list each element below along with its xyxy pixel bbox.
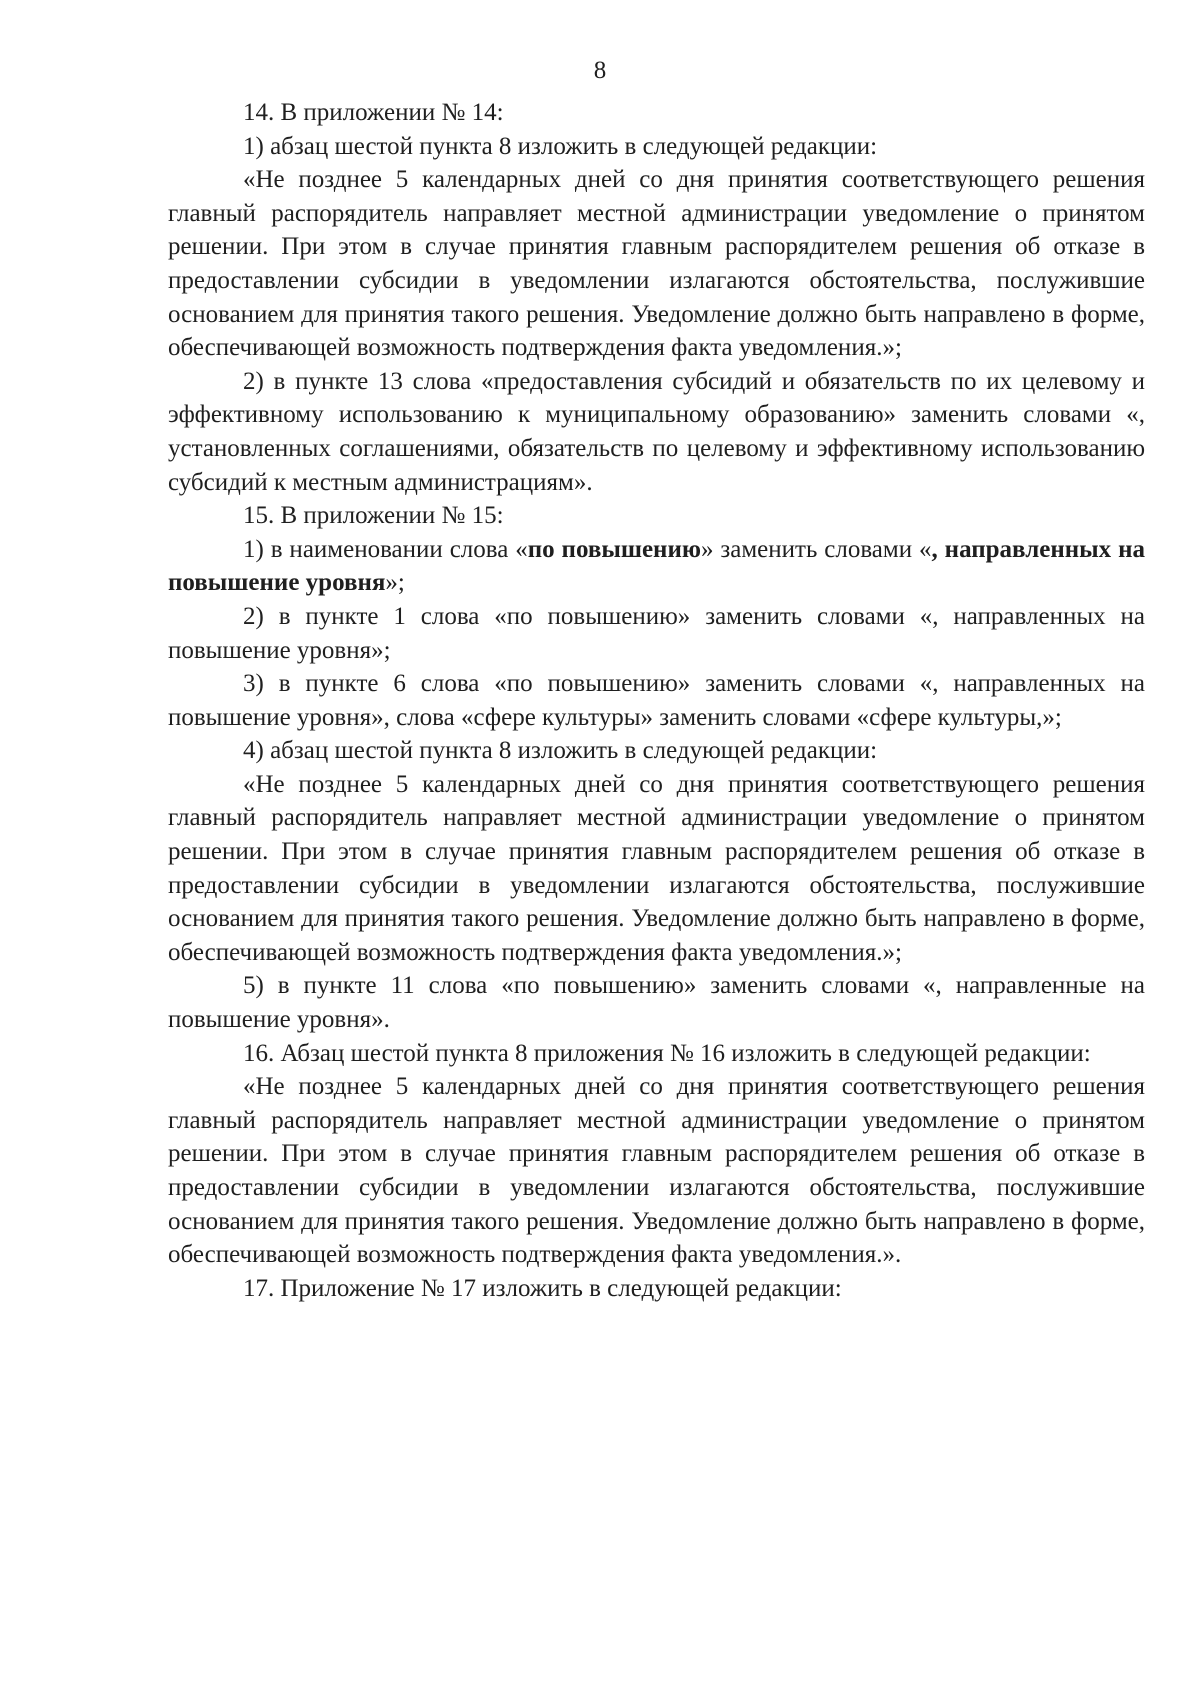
text-fragment: » заменить словами « — [700, 535, 932, 563]
document-body — [168, 96, 1145, 1305]
bold-fragment: по повышению — [527, 535, 701, 563]
item-14-heading: 14. В приложении № 14: — [243, 99, 504, 126]
item-16-heading: 16. Абзац шестой пункта 8 приложения № 16 изложить в следующей редакции: — [243, 1039, 1091, 1067]
item-15-subitem-2: 2) в пункте 1 слова «по повышению» заменить словами «, направленных на повышение уровня»; — [168, 602, 1145, 664]
text-fragment: »; — [385, 569, 405, 597]
page-number: 8 — [593, 57, 607, 84]
item-15-subitem-5: 5) в пункте 11 слова «по повышению» заменить словами «, направленные на повышение уровня». — [168, 972, 1145, 1034]
text-fragment: 1) в наименовании слова « — [243, 535, 528, 563]
item-14-new-wording: «Не позднее 5 календарных дней со дня принятия соответствующего решения главный распорядитель направляет местной администрации уведомление о принятом решении. При этом в случае принятия главным распорядителем решения об отказе в предоставлении субсидии в уведомлении излагаются обстоятельства, послужившие основанием для принятия такого решения. Уведомление должно быть направлено в форме, обеспечивающей возможность подтверждения факта уведомления.»; — [168, 166, 1145, 362]
item-15-subitem-1 — [168, 533, 1145, 600]
item-16-new-wording: «Не позднее 5 календарных дней со дня принятия соответствующего решения главный распорядитель направляет местной администрации уведомление о принятом решении. При этом в случае принятия главным распорядителем решения об отказе в предоставлении субсидии в уведомлении излагаются обстоятельства, послужившие основанием для принятия такого решения. Уведомление должно быть направлено в форме, обеспечивающей возможность подтверждения факта уведомления.». — [168, 1073, 1145, 1269]
item-17-heading: 17. Приложение № 17 изложить в следующей редакции: — [243, 1274, 842, 1302]
item-15-subitem-3: 3) в пункте 6 слова «по повышению» заменить словами «, направленных на повышение уровня», слова «сфере культуры» заменить словами «сфере культуры,»; — [168, 670, 1145, 731]
item-15-subitem-4: 4) абзац шестой пункта 8 изложить в следующей редакции: — [243, 737, 878, 765]
item-15-heading: 15. В приложении № 15: — [243, 502, 504, 530]
item-14-subitem-2: 2) в пункте 13 слова «предоставления субсидий и обязательств по их целевому и эффективному использованию к муниципальному образованию» заменить словами «, установленных соглашениями, обязательств по целевому и эффективному использованию субсидий к местным администрациям». — [168, 367, 1145, 496]
bold-fragment: , направленных на повышение уровня — [168, 535, 1145, 597]
item-14-subitem-1: 1) абзац шестой пункта 8 изложить в следующей редакции: — [243, 132, 878, 160]
item-15-new-wording: «Не позднее 5 календарных дней со дня принятия соответствующего решения главный распорядитель направляет местной администрации уведомление о принятом решении. При этом в случае принятия главным распорядителем решения об отказе в предоставлении субсидии в уведомлении излагаются обстоятельства, послужившие основанием для принятия такого решения. Уведомление должно быть направлено в форме, обеспечивающей возможность подтверждения факта уведомления.»; — [168, 770, 1145, 966]
